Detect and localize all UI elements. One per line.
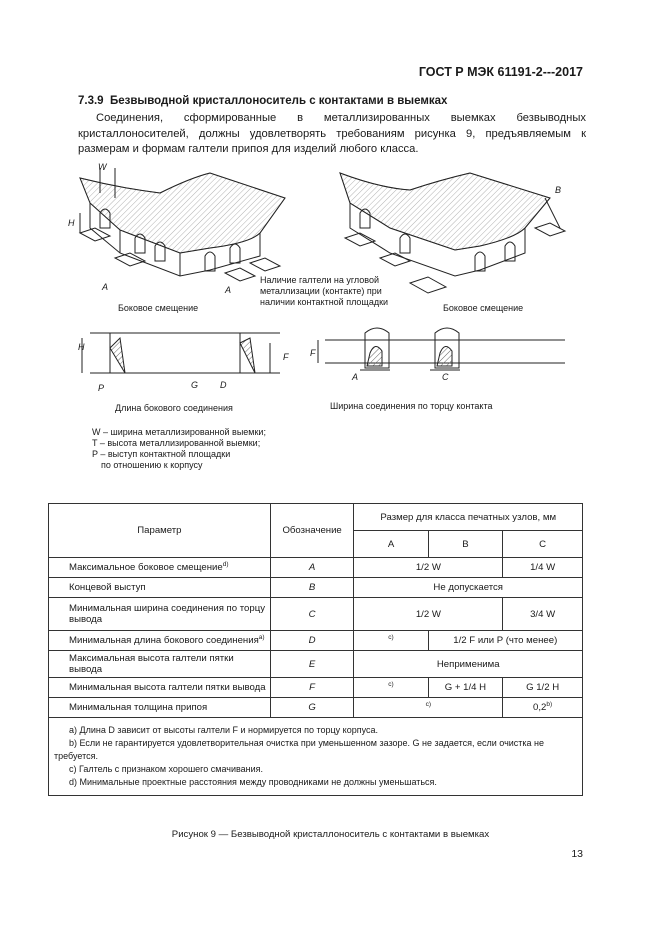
row-value-a: c) <box>354 678 428 698</box>
figure-caption: Рисунок 9 — Безвыводной кристаллоноситель с контактами в выемках <box>171 829 490 840</box>
table-row <box>49 578 583 598</box>
row-value-c: 0,2$^{b)}$ <box>503 698 583 718</box>
table-row <box>49 598 583 631</box>
left-package-drawing <box>80 168 285 281</box>
row-param: Минимальная высота галтели пятки вывода <box>49 678 271 698</box>
note-c: c) Галтель с признаком хорошего смачивания. <box>69 764 264 774</box>
row-value-a: c) <box>354 631 428 651</box>
row-value-ab: 1/2 W <box>354 558 503 578</box>
row-param: Максимальная высота галтели пятки вывода <box>49 651 271 678</box>
label-f-right: F <box>310 348 316 358</box>
caption-side-right: Боковое смещение <box>443 303 524 313</box>
table-row <box>49 678 583 698</box>
label-w-left: W <box>98 162 107 172</box>
caption-side-left: Боковое смещение <box>118 303 199 313</box>
section-title-text: Безвыводной кристаллоноситель с контактами в выемках <box>109 95 448 107</box>
row-value-abc: Не допускается <box>354 578 583 598</box>
note-a: a) Длина D зависит от высоты галтели F и нормируется по торцу корпуса. <box>69 725 378 735</box>
table-row <box>49 698 583 718</box>
label-a-right: A <box>352 372 359 382</box>
note-d: d) Минимальные проектные расстояния между проводниками не должны уменьшаться. <box>69 777 437 787</box>
label-p: P <box>98 383 105 393</box>
header-symbol: Обозначение <box>270 504 354 558</box>
legend-p2: по отношению к корпусу <box>101 460 203 470</box>
header-class-b: B <box>428 531 503 558</box>
note-b: b) Если не гарантируется удовлетворительная очистка при уменьшенном зазоре. G не задается, если очистка не требуется. <box>54 738 545 761</box>
section-title <box>78 95 447 107</box>
label-h-section: H <box>78 342 85 352</box>
table-notes <box>49 718 583 796</box>
row-param: Концевой выступ <box>49 578 271 598</box>
table-row <box>49 631 583 651</box>
legend-w: W – ширина металлизированной выемки; <box>92 427 266 437</box>
header-class-a: A <box>354 531 428 558</box>
label-c: C <box>442 372 449 382</box>
row-symbol: G <box>270 698 354 718</box>
header-param: Параметр <box>49 504 271 558</box>
table-notes-row <box>49 718 583 796</box>
label-g: G <box>191 380 199 390</box>
header-class-c: C <box>503 531 583 558</box>
legend-p1: P – выступ контактной площадки <box>92 449 231 459</box>
table-row <box>49 558 583 578</box>
row-param: Максимальное боковое смещение$^{d)}$ <box>49 558 271 578</box>
row-value-abc: Неприменима <box>354 651 583 678</box>
section-paragraph: Соединения, сформированные в металлизированных выемках безвыводных кристаллоносителей, должны удовлетворять требованиям рисунка 9, предъявляемым к размерам и формам галтели припоя для изделий любого класса. <box>78 112 586 155</box>
label-a-left-2: A <box>225 285 232 295</box>
row-symbol: D <box>270 631 354 651</box>
row-value-c: 3/4 W <box>503 598 583 631</box>
caption-end-joint: Ширина соединения по торцу контакта <box>330 401 493 411</box>
row-value-b: G + 1/4 H <box>428 678 503 698</box>
row-symbol: E <box>270 651 354 678</box>
row-value-ab: c) <box>354 698 503 718</box>
row-value-bc: 1/2 F или P (что менее) <box>428 631 582 651</box>
header-size: Размер для класса печатных узлов, мм <box>354 504 583 531</box>
document-header: ГОСТ Р МЭК 61191-2---2017 <box>418 65 583 79</box>
side-joint-section <box>82 333 280 373</box>
label-d: D <box>220 380 227 390</box>
label-a-left-1: A <box>102 282 109 292</box>
figure-legend <box>92 427 266 471</box>
row-param: Минимальная ширина соединения по торцу вывода <box>49 598 271 631</box>
label-b: B <box>555 185 562 195</box>
row-param: Минимальная длина бокового соединения$^{a)}$ <box>49 631 271 651</box>
callout-line3: наличии контактной площадки <box>260 297 389 307</box>
row-value-c: 1/4 W <box>503 558 583 578</box>
row-value-c: G 1/2 H <box>503 678 583 698</box>
callout-line2: металлизации (контакте) при <box>260 286 382 296</box>
row-param: Минимальная толщина припоя <box>49 698 271 718</box>
row-symbol: C <box>270 598 354 631</box>
row-symbol: B <box>270 578 354 598</box>
callout-line1: Наличие галтели на угловой <box>260 275 379 285</box>
label-f-left: F <box>283 352 289 362</box>
label-h-left: H <box>68 218 75 228</box>
row-symbol: A <box>270 558 354 578</box>
parameters-table <box>48 503 583 796</box>
legend-t: T – высота металлизированной выемки; <box>92 438 261 448</box>
section-number: 7.3.9 <box>78 95 104 107</box>
row-value-ab: 1/2 W <box>354 598 503 631</box>
caption-side-joint: Длина бокового соединения <box>115 403 233 413</box>
end-joint-section <box>318 328 565 370</box>
table-row <box>49 651 583 678</box>
page-number: 13 <box>571 848 583 860</box>
row-symbol: F <box>270 678 354 698</box>
